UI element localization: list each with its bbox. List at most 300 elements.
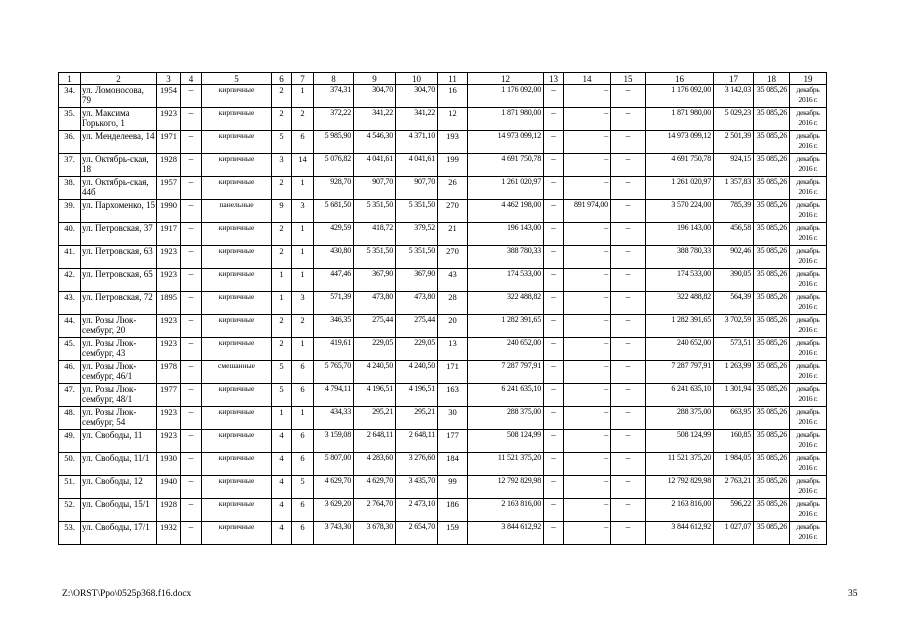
col15-cell: – <box>611 315 646 338</box>
table-row <box>59 315 827 338</box>
area-col10-cell: 304,70 <box>396 85 438 108</box>
wall-material-cell: панельные <box>202 200 272 223</box>
col-header: 2 <box>81 73 157 85</box>
col13-cell: – <box>544 269 564 292</box>
entrances-cell: 1 <box>292 407 314 430</box>
col13-cell: – <box>544 200 564 223</box>
col13-cell: – <box>544 361 564 384</box>
cost-per-m2-cell: 1 263,99 <box>714 361 754 384</box>
year-cell: 1930 <box>157 453 181 476</box>
wall-material-cell: кирпичные <box>202 154 272 177</box>
floors-cell: 2 <box>272 315 292 338</box>
residents-cell: 163 <box>438 384 468 407</box>
wall-material-cell: кирпичные <box>202 269 272 292</box>
residents-cell: 30 <box>438 407 468 430</box>
limit-cost-cell: 35 085,26 <box>754 131 790 154</box>
floors-cell: 2 <box>272 177 292 200</box>
address-cell: ул. Петровская, 37 <box>81 223 157 246</box>
entrances-cell: 5 <box>292 476 314 499</box>
cost-per-m2-cell: 564,39 <box>714 292 754 315</box>
year-cell: 1923 <box>157 315 181 338</box>
table-row <box>59 223 827 246</box>
area-col10-cell: 2 648,11 <box>396 430 438 453</box>
col-header: 19 <box>790 73 827 85</box>
cost-col16-cell: 3 570 224,00 <box>646 200 714 223</box>
wall-material-cell: кирпичные <box>202 430 272 453</box>
area-col9-cell: 4 196,51 <box>354 384 396 407</box>
year-cell: 1978 <box>157 361 181 384</box>
area-col9-cell: 367,90 <box>354 269 396 292</box>
cost-col16-cell: 12 792 829,98 <box>646 476 714 499</box>
cost-per-m2-cell: 390,05 <box>714 269 754 292</box>
col13-cell: – <box>544 246 564 269</box>
area-col9-cell: 473,80 <box>354 292 396 315</box>
wall-material-cell: кирпичные <box>202 453 272 476</box>
col4-cell: – <box>181 246 202 269</box>
area-col10-cell: 367,90 <box>396 269 438 292</box>
col-header: 14 <box>564 73 611 85</box>
residents-cell: 26 <box>438 177 468 200</box>
col4-cell: – <box>181 131 202 154</box>
area-col9-cell: 3 678,30 <box>354 522 396 545</box>
col-header: 13 <box>544 73 564 85</box>
deadline-cell: декабрь 2016 г. <box>790 154 827 177</box>
address-cell: ул. Октябрь-ская, 18 <box>81 154 157 177</box>
limit-cost-cell: 35 085,26 <box>754 177 790 200</box>
cost-per-m2-cell: 3 702,59 <box>714 315 754 338</box>
col-header: 9 <box>354 73 396 85</box>
entrances-cell: 6 <box>292 499 314 522</box>
col15-cell: – <box>611 384 646 407</box>
floors-cell: 2 <box>272 246 292 269</box>
area-col10-cell: 4 371,10 <box>396 131 438 154</box>
row-number: 41. <box>59 246 81 269</box>
col14-cell: – <box>564 131 611 154</box>
col15-cell: – <box>611 246 646 269</box>
col14-cell: – <box>564 499 611 522</box>
cost-total-cell: 6 241 635,10 <box>468 384 544 407</box>
floors-cell: 5 <box>272 131 292 154</box>
entrances-cell: 1 <box>292 177 314 200</box>
limit-cost-cell: 35 085,26 <box>754 453 790 476</box>
col13-cell: – <box>544 430 564 453</box>
row-number: 42. <box>59 269 81 292</box>
cost-per-m2-cell: 2 763,21 <box>714 476 754 499</box>
deadline-cell: декабрь 2016 г. <box>790 384 827 407</box>
cost-per-m2-cell: 1 984,05 <box>714 453 754 476</box>
address-cell: ул. Свободы, 17/1 <box>81 522 157 545</box>
cost-total-cell: 388 780,33 <box>468 246 544 269</box>
cost-per-m2-cell: 3 142,03 <box>714 85 754 108</box>
cost-per-m2-cell: 785,39 <box>714 200 754 223</box>
cost-col16-cell: 6 241 635,10 <box>646 384 714 407</box>
cost-per-m2-cell: 160,85 <box>714 430 754 453</box>
wall-material-cell: кирпичные <box>202 292 272 315</box>
cost-total-cell: 3 844 612,92 <box>468 522 544 545</box>
floors-cell: 5 <box>272 384 292 407</box>
col13-cell: – <box>544 177 564 200</box>
wall-material-cell: кирпичные <box>202 85 272 108</box>
entrances-cell: 6 <box>292 453 314 476</box>
wall-material-cell: кирпичные <box>202 476 272 499</box>
row-number: 49. <box>59 430 81 453</box>
limit-cost-cell: 35 085,26 <box>754 499 790 522</box>
col15-cell: – <box>611 85 646 108</box>
cost-col16-cell: 1 282 391,65 <box>646 315 714 338</box>
residents-cell: 21 <box>438 223 468 246</box>
wall-material-cell: кирпичные <box>202 338 272 361</box>
area-col9-cell: 2 764,70 <box>354 499 396 522</box>
cost-col16-cell: 388 780,33 <box>646 246 714 269</box>
col13-cell: – <box>544 499 564 522</box>
deadline-cell: декабрь 2016 г. <box>790 338 827 361</box>
deadline-cell: декабрь 2016 г. <box>790 108 827 131</box>
col14-cell: – <box>564 407 611 430</box>
col-header: 6 <box>272 73 292 85</box>
col13-cell: – <box>544 384 564 407</box>
col14-cell: – <box>564 315 611 338</box>
table-row <box>59 154 827 177</box>
col14-cell: 891 974,00 <box>564 200 611 223</box>
floors-cell: 2 <box>272 223 292 246</box>
deadline-cell: декабрь 2016 г. <box>790 223 827 246</box>
cost-col16-cell: 1 261 020,97 <box>646 177 714 200</box>
cost-total-cell: 12 792 829,98 <box>468 476 544 499</box>
entrances-cell: 1 <box>292 85 314 108</box>
area-total-cell: 571,39 <box>314 292 354 315</box>
col15-cell: – <box>611 108 646 131</box>
area-total-cell: 3 629,20 <box>314 499 354 522</box>
address-cell: ул. Ломоносова, 79 <box>81 85 157 108</box>
entrances-cell: 6 <box>292 430 314 453</box>
cost-per-m2-cell: 573,51 <box>714 338 754 361</box>
col15-cell: – <box>611 476 646 499</box>
deadline-cell: декабрь 2016 г. <box>790 177 827 200</box>
floors-cell: 4 <box>272 430 292 453</box>
col13-cell: – <box>544 522 564 545</box>
col-header: 16 <box>646 73 714 85</box>
row-number: 45. <box>59 338 81 361</box>
col4-cell: – <box>181 223 202 246</box>
year-cell: 1971 <box>157 131 181 154</box>
residents-cell: 16 <box>438 85 468 108</box>
area-total-cell: 5 076,82 <box>314 154 354 177</box>
row-number: 48. <box>59 407 81 430</box>
area-col9-cell: 4 546,30 <box>354 131 396 154</box>
cost-col16-cell: 1 871 980,00 <box>646 108 714 131</box>
col15-cell: – <box>611 499 646 522</box>
entrances-cell: 3 <box>292 200 314 223</box>
row-number: 35. <box>59 108 81 131</box>
row-number: 43. <box>59 292 81 315</box>
cost-col16-cell: 322 488,82 <box>646 292 714 315</box>
limit-cost-cell: 35 085,26 <box>754 200 790 223</box>
area-col9-cell: 4 240,50 <box>354 361 396 384</box>
area-total-cell: 5 985,90 <box>314 131 354 154</box>
year-cell: 1940 <box>157 476 181 499</box>
col13-cell: – <box>544 453 564 476</box>
year-cell: 1923 <box>157 430 181 453</box>
area-col9-cell: 4 629,70 <box>354 476 396 499</box>
cost-total-cell: 174 533,00 <box>468 269 544 292</box>
address-cell: ул. Розы Люк-сембург, 48/1 <box>81 384 157 407</box>
address-cell: ул. Свободы, 11/1 <box>81 453 157 476</box>
area-col10-cell: 2 654,70 <box>396 522 438 545</box>
area-col10-cell: 4 240,50 <box>396 361 438 384</box>
table-row <box>59 361 827 384</box>
table-row <box>59 476 827 499</box>
row-number: 39. <box>59 200 81 223</box>
deadline-cell: декабрь 2016 г. <box>790 453 827 476</box>
area-total-cell: 374,31 <box>314 85 354 108</box>
floors-cell: 1 <box>272 269 292 292</box>
residents-cell: 270 <box>438 246 468 269</box>
col13-cell: – <box>544 108 564 131</box>
col4-cell: – <box>181 108 202 131</box>
table-row <box>59 85 827 108</box>
cost-col16-cell: 1 176 092,00 <box>646 85 714 108</box>
year-cell: 1923 <box>157 407 181 430</box>
area-total-cell: 5 681,50 <box>314 200 354 223</box>
table-row <box>59 407 827 430</box>
area-col9-cell: 275,44 <box>354 315 396 338</box>
col13-cell: – <box>544 315 564 338</box>
col14-cell: – <box>564 476 611 499</box>
cost-per-m2-cell: 924,15 <box>714 154 754 177</box>
col-header: 8 <box>314 73 354 85</box>
residents-cell: 43 <box>438 269 468 292</box>
col-header: 7 <box>292 73 314 85</box>
col-header: 3 <box>157 73 181 85</box>
col14-cell: – <box>564 246 611 269</box>
cost-col16-cell: 288 375,00 <box>646 407 714 430</box>
area-col10-cell: 2 473,10 <box>396 499 438 522</box>
entrances-cell: 2 <box>292 108 314 131</box>
row-number: 53. <box>59 522 81 545</box>
col13-cell: – <box>544 292 564 315</box>
floors-cell: 2 <box>272 108 292 131</box>
residents-cell: 13 <box>438 338 468 361</box>
col-header: 11 <box>438 73 468 85</box>
col15-cell: – <box>611 430 646 453</box>
cost-col16-cell: 3 844 612,92 <box>646 522 714 545</box>
limit-cost-cell: 35 085,26 <box>754 522 790 545</box>
col-header: 15 <box>611 73 646 85</box>
residents-cell: 193 <box>438 131 468 154</box>
wall-material-cell: кирпичные <box>202 131 272 154</box>
col14-cell: – <box>564 154 611 177</box>
deadline-cell: декабрь 2016 г. <box>790 292 827 315</box>
address-cell: ул. Петровская, 65 <box>81 269 157 292</box>
limit-cost-cell: 35 085,26 <box>754 384 790 407</box>
residents-cell: 177 <box>438 430 468 453</box>
col14-cell: – <box>564 177 611 200</box>
wall-material-cell: кирпичные <box>202 177 272 200</box>
year-cell: 1923 <box>157 246 181 269</box>
cost-per-m2-cell: 902,46 <box>714 246 754 269</box>
area-col9-cell: 229,05 <box>354 338 396 361</box>
area-total-cell: 372,22 <box>314 108 354 131</box>
col4-cell: – <box>181 499 202 522</box>
limit-cost-cell: 35 085,26 <box>754 154 790 177</box>
area-col9-cell: 341,22 <box>354 108 396 131</box>
col13-cell: – <box>544 154 564 177</box>
cost-per-m2-cell: 663,95 <box>714 407 754 430</box>
residents-cell: 270 <box>438 200 468 223</box>
table-row <box>59 338 827 361</box>
floors-cell: 4 <box>272 499 292 522</box>
residents-cell: 99 <box>438 476 468 499</box>
area-col10-cell: 3 435,70 <box>396 476 438 499</box>
col4-cell: – <box>181 177 202 200</box>
row-number: 36. <box>59 131 81 154</box>
floors-cell: 2 <box>272 85 292 108</box>
year-cell: 1923 <box>157 269 181 292</box>
col14-cell: – <box>564 430 611 453</box>
col14-cell: – <box>564 522 611 545</box>
col-header: 5 <box>202 73 272 85</box>
table-row <box>59 384 827 407</box>
col14-cell: – <box>564 384 611 407</box>
deadline-cell: декабрь 2016 г. <box>790 246 827 269</box>
deadline-cell: декабрь 2016 г. <box>790 407 827 430</box>
cost-total-cell: 2 163 816,00 <box>468 499 544 522</box>
area-col10-cell: 379,52 <box>396 223 438 246</box>
cost-col16-cell: 508 124,99 <box>646 430 714 453</box>
year-cell: 1977 <box>157 384 181 407</box>
col4-cell: – <box>181 200 202 223</box>
floors-cell: 1 <box>272 407 292 430</box>
area-total-cell: 4 794,11 <box>314 384 354 407</box>
cost-col16-cell: 14 973 099,12 <box>646 131 714 154</box>
deadline-cell: декабрь 2016 г. <box>790 476 827 499</box>
floors-cell: 3 <box>272 154 292 177</box>
address-cell: ул. Свободы, 15/1 <box>81 499 157 522</box>
col-header: 1 <box>59 73 81 85</box>
cost-total-cell: 508 124,99 <box>468 430 544 453</box>
row-number: 47. <box>59 384 81 407</box>
floors-cell: 4 <box>272 476 292 499</box>
cost-total-cell: 240 652,00 <box>468 338 544 361</box>
table-row <box>59 246 827 269</box>
address-cell: ул. Петровская, 72 <box>81 292 157 315</box>
cost-per-m2-cell: 456,58 <box>714 223 754 246</box>
area-col9-cell: 418,72 <box>354 223 396 246</box>
area-col10-cell: 4 196,51 <box>396 384 438 407</box>
table-body <box>59 73 827 545</box>
col-header: 18 <box>754 73 790 85</box>
cost-per-m2-cell: 1 027,07 <box>714 522 754 545</box>
col13-cell: – <box>544 131 564 154</box>
col13-cell: – <box>544 476 564 499</box>
cost-total-cell: 4 462 198,00 <box>468 200 544 223</box>
area-col10-cell: 907,70 <box>396 177 438 200</box>
col15-cell: – <box>611 338 646 361</box>
col15-cell: – <box>611 361 646 384</box>
area-total-cell: 928,70 <box>314 177 354 200</box>
table-row <box>59 453 827 476</box>
col4-cell: – <box>181 407 202 430</box>
area-total-cell: 3 743,30 <box>314 522 354 545</box>
area-col9-cell: 304,70 <box>354 85 396 108</box>
cost-col16-cell: 11 521 375,20 <box>646 453 714 476</box>
address-cell: ул. Менделеева, 14 <box>81 131 157 154</box>
area-total-cell: 434,33 <box>314 407 354 430</box>
entrances-cell: 1 <box>292 246 314 269</box>
row-number: 40. <box>59 223 81 246</box>
table-row <box>59 269 827 292</box>
limit-cost-cell: 35 085,26 <box>754 223 790 246</box>
area-col10-cell: 5 351,50 <box>396 246 438 269</box>
area-col10-cell: 3 276,60 <box>396 453 438 476</box>
col-header: 12 <box>468 73 544 85</box>
row-number: 50. <box>59 453 81 476</box>
col15-cell: – <box>611 200 646 223</box>
deadline-cell: декабрь 2016 г. <box>790 200 827 223</box>
col15-cell: – <box>611 522 646 545</box>
address-cell: ул. Октябрь-ская, 44б <box>81 177 157 200</box>
col14-cell: – <box>564 108 611 131</box>
deadline-cell: декабрь 2016 г. <box>790 315 827 338</box>
limit-cost-cell: 35 085,26 <box>754 338 790 361</box>
area-col10-cell: 4 041,61 <box>396 154 438 177</box>
col4-cell: – <box>181 292 202 315</box>
deadline-cell: декабрь 2016 г. <box>790 85 827 108</box>
address-cell: ул. Пархоменко, 15 <box>81 200 157 223</box>
deadline-cell: декабрь 2016 г. <box>790 131 827 154</box>
limit-cost-cell: 35 085,26 <box>754 430 790 453</box>
col4-cell: – <box>181 154 202 177</box>
area-col9-cell: 5 351,50 <box>354 246 396 269</box>
row-number: 37. <box>59 154 81 177</box>
entrances-cell: 1 <box>292 269 314 292</box>
cost-total-cell: 11 521 375,20 <box>468 453 544 476</box>
col14-cell: – <box>564 453 611 476</box>
residents-cell: 171 <box>438 361 468 384</box>
row-number: 52. <box>59 499 81 522</box>
wall-material-cell: кирпичные <box>202 108 272 131</box>
limit-cost-cell: 35 085,26 <box>754 292 790 315</box>
cost-total-cell: 14 973 099,12 <box>468 131 544 154</box>
col14-cell: – <box>564 85 611 108</box>
area-col10-cell: 473,80 <box>396 292 438 315</box>
year-cell: 1895 <box>157 292 181 315</box>
area-col9-cell: 2 648,11 <box>354 430 396 453</box>
floors-cell: 4 <box>272 453 292 476</box>
entrances-cell: 14 <box>292 154 314 177</box>
address-cell: ул. Розы Люк-сембург, 46/1 <box>81 361 157 384</box>
col14-cell: – <box>564 292 611 315</box>
housing-table <box>58 72 827 545</box>
area-total-cell: 5 807,00 <box>314 453 354 476</box>
area-col10-cell: 295,21 <box>396 407 438 430</box>
address-cell: ул. Розы Люк-сембург, 20 <box>81 315 157 338</box>
wall-material-cell: кирпичные <box>202 522 272 545</box>
area-total-cell: 429,59 <box>314 223 354 246</box>
col15-cell: – <box>611 407 646 430</box>
floors-cell: 1 <box>272 292 292 315</box>
cost-per-m2-cell: 1 301,94 <box>714 384 754 407</box>
col14-cell: – <box>564 223 611 246</box>
entrances-cell: 1 <box>292 338 314 361</box>
cost-total-cell: 1 176 092,00 <box>468 85 544 108</box>
year-cell: 1932 <box>157 522 181 545</box>
area-total-cell: 5 765,70 <box>314 361 354 384</box>
col15-cell: – <box>611 131 646 154</box>
residents-cell: 199 <box>438 154 468 177</box>
col15-cell: – <box>611 269 646 292</box>
floors-cell: 9 <box>272 200 292 223</box>
